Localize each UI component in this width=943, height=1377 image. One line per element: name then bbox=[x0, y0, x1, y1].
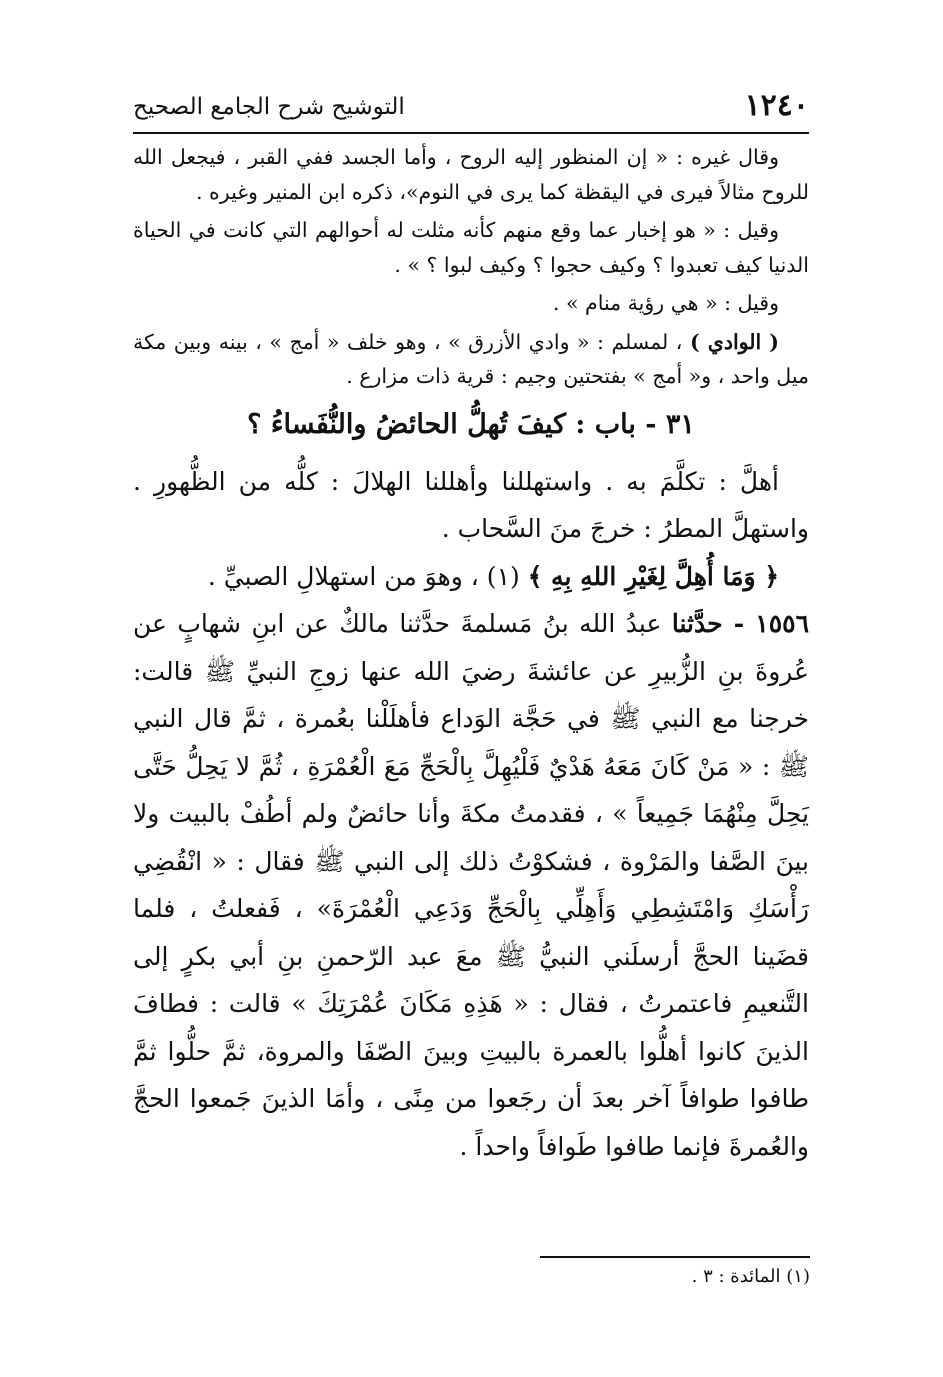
verse-paragraph bbox=[133, 553, 809, 601]
page-header bbox=[133, 86, 809, 134]
page-number: ١٢٤٠ bbox=[744, 88, 809, 123]
paragraph-3: وقيل : « هي رؤية منام » . bbox=[552, 291, 779, 315]
hadith-text: عبدُ الله بنُ مَسلمةَ حدَّثنا مالكٌ عن ابنِ شهابٍ عن عُروةَ بنِ الزُّبيرِ عن عائشةَ رضيَ الله عنها زوجِ النبيِّ ﷺ قالت: خرجنا مع النبي ﷺ في حَجَّة الوَداع فأهلَلْنا بعُمرة ، ثمَّ قال النبي ﷺ : « مَنْ كَانَ مَعَهُ هَدْيٌ فَلْيُهِلَّ بِالْحَجِّ مَعَ الْعُمْرَةِ ، ثُمَّ لا يَحِلُّ حَتَّى يَحِلَّ مِنْهُمَا جَمِيعاً » ، فقدمتُ مكةَ وأنا حائضٌ ولم أطُفْ بالبيت ولا بينَ الصَّفا والمَرْوة ، فشكوْتُ ذلك إلى النبي ﷺ فقال : « انْقُضِي رَأْسَكِ وَامْتَشِطِي وَأَهِلِّي بِالْحَجِّ وَدَعِي الْعُمْرَةَ» ، فَفعلتُ ، فلما قضَينا الحجَّ أرسلَني النبيُّ ﷺ معَ عبد الرّحمنِ بنِ أبي بكرٍ إلى التَّنعيمِ فاعتمرتُ ، فقال : « هَذِهِ مَكَانَ عُمْرَتِكَ » قالت : فطافَ الذينَ كانوا أهلُّوا بالعمرة بالبيتِ وبينَ الصّفَا والمروة، ثمَّ حلُّوا ثمَّ طافوا طوافاً آخر بعدَ أن رجَعوا من مِنًى ، وأمَا الذينَ جَمعوا الحجَّ والعُمرةَ فإنما طافوا طَوافاً واحداً . bbox=[133, 609, 809, 1161]
hadith-paragraph bbox=[133, 600, 809, 1170]
body-text bbox=[133, 140, 809, 1170]
paragraph-1: وقال غيره : « إن المنظور إليه الروح ، وأما الجسد ففي القبر ، فيجعل الله للروح مثالاً فيرى في اليقظة كما يرى في النوم»، ذكره ابن المنير وغيره . bbox=[133, 145, 809, 204]
running-title: التوشيح شرح الجامع الصحيح bbox=[133, 94, 405, 120]
chapter-title: ٣١ - باب : كيفَ تُهلُّ الحائضُ والنُّفَساءُ ؟ bbox=[247, 408, 695, 440]
footnote: (١) المائدة : ٣ . bbox=[691, 1266, 810, 1287]
quran-verse: ﴿ وَمَا أُهِلَّ لِغَيْرِ اللهِ بِهِ ﴾ bbox=[527, 561, 779, 591]
paragraph-4-text: ، لمسلم : « وادي الأزرق » ، وهو خلف « أمج » ، بينه وبين مكة ميل واحد ، و« أمج » بفتحتين وجيم : قرية ذات مزارع . bbox=[133, 329, 809, 388]
definition-paragraph: أهلَّ : تكلَّمَ به . واستهللنا وأهللنا الهلالَ : كلُّه من الظُّهورِ . واستهلَّ المطرُ : خرجَ منَ السَّحاب . bbox=[133, 466, 809, 543]
paragraph-4 bbox=[133, 325, 809, 394]
hadith-number: ١٥٥٦ - حدَّثنا bbox=[671, 609, 809, 638]
footnote-divider bbox=[540, 1256, 810, 1258]
paragraph-2: وقيل : « هو إخبار عما وقع منهم كأنه مثلت له أحوالهم التي كانت في الحياة الدنيا كيف تعبدوا ؟ وكيف حجوا ؟ وكيف لبوا ؟ » . bbox=[133, 218, 809, 277]
term-al-wadi: ( الوادي ) bbox=[689, 329, 780, 354]
verse-note: (١) ، وهوَ من استهلالِ الصبيِّ . bbox=[207, 561, 528, 591]
